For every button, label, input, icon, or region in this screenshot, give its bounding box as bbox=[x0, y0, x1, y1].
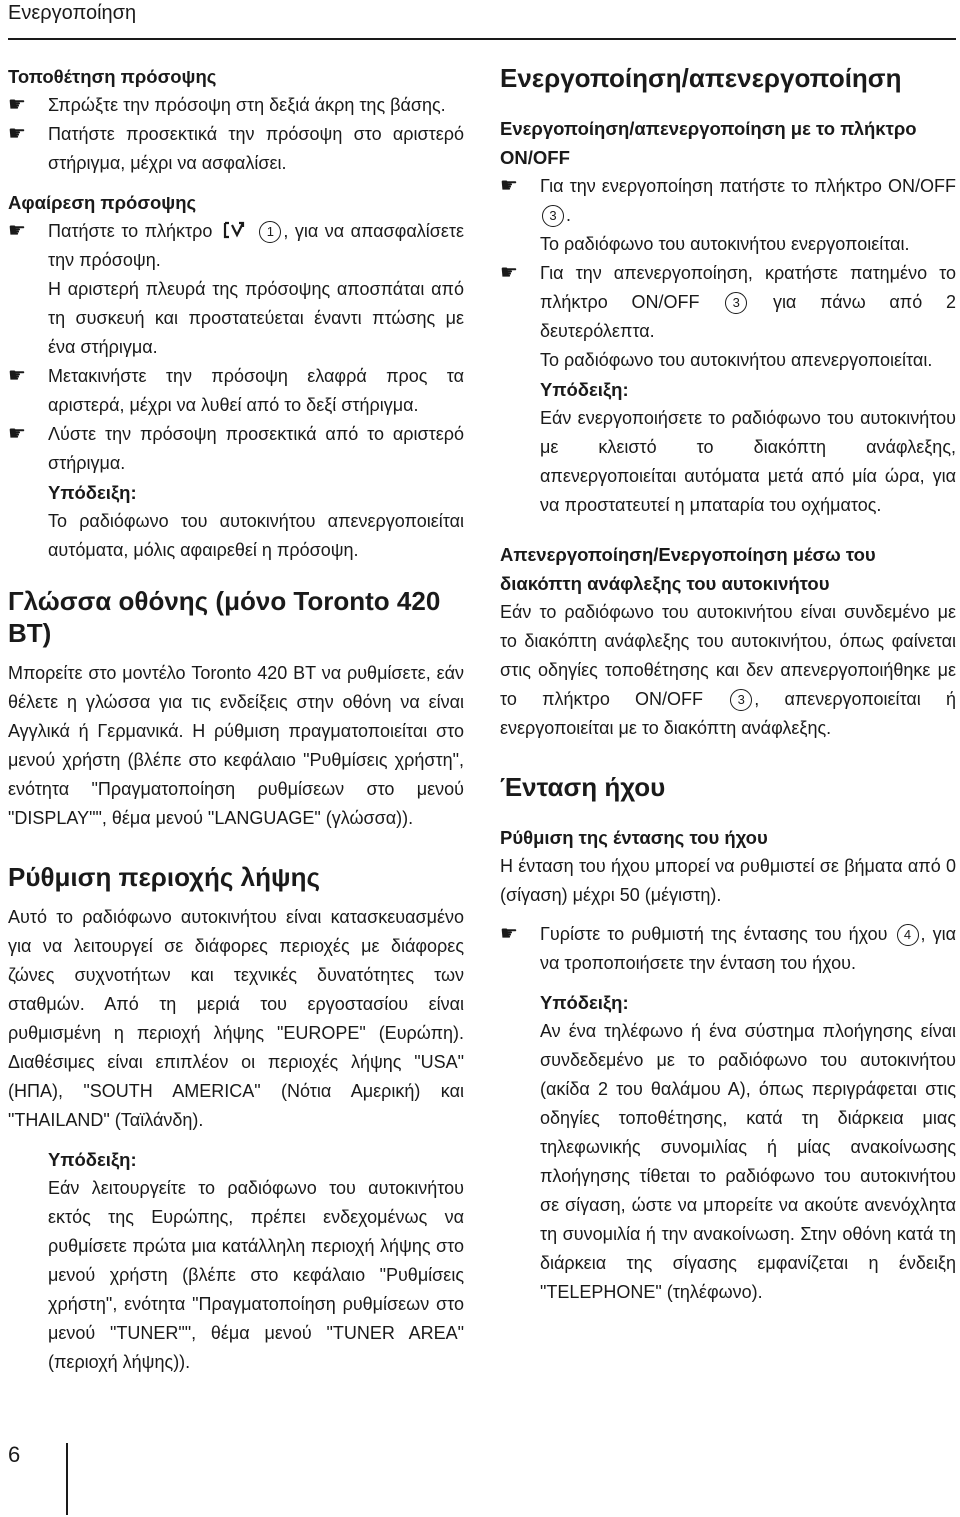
key-number-badge: 4 bbox=[897, 924, 919, 946]
bullet-text-pre: Για την ενεργοποίηση πατήστε το πλήκτρο ON/OFF bbox=[540, 176, 956, 196]
bullet-note: Η αριστερή πλευρά της πρόσοψης αποσπάται από τη συσκευή και προστατεύεται έναντι πτώσης με ένα στήριγμα. bbox=[48, 279, 464, 357]
page-header-title: Ενεργοποίηση bbox=[8, 2, 137, 24]
pointing-hand-icon: ☛ bbox=[500, 923, 518, 945]
bullet-text-post: για πάνω από 2 δευτερόλεπτα. bbox=[540, 292, 956, 341]
volume-text: Η ένταση του ήχου μπορεί να ρυθμιστεί σε βήματα από 0 (σίγαση) μέχρι 50 (μέγιστη). bbox=[500, 856, 956, 905]
hint-text: Εάν λειτουργείτε το ραδιόφωνο του αυτοκινήτου εκτός της Ευρώπης, πρέπει ενδεχομένως να ρυθμίσετε πρώτα μια κατάλληλη περιοχή λήψης στο μενού χρήστη (βλέπε στο κεφάλαιο "Ρυθμίσεις χρήστη", ενότητα "Πραγματοποίηση ρυθμίσεων στο μενού "TUNER"", θέμα μενού "TUNER AREA" (περιοχή λήψης)). bbox=[48, 1178, 464, 1372]
list-item bbox=[500, 920, 956, 978]
bullet-text-post: . bbox=[566, 205, 572, 225]
key-number-badge: 3 bbox=[542, 205, 564, 227]
bullet-text: Σπρώξτε την πρόσοψη στη δεξιά άκρη της βάσης. bbox=[48, 95, 446, 115]
list-item bbox=[500, 259, 956, 346]
bullet-text-pre: Για την απενεργοποίηση, κρατήστε πατημένο το πλήκτρο ON/OFF bbox=[540, 263, 956, 312]
bullet-text-pre: Πατήστε το πλήκτρο bbox=[48, 221, 213, 241]
bullet-text-post: , για να τροποποιήσετε την ένταση του ήχου. bbox=[540, 924, 956, 973]
pointing-hand-icon: ☛ bbox=[500, 262, 518, 284]
bullet-text bbox=[540, 259, 956, 346]
hint-label: Υπόδειξη: bbox=[48, 1149, 137, 1170]
hint-text: Αν ένα τηλέφωνο ή ένα σύστημα πλοήγησης είναι συνδεδεμένο με το ραδιόφωνο του αυτοκινήτου (ακίδα 2 του θαλάμου Α), όπως περιγράφεται στις οδηγίες τοποθέτησης, κατά τη διάρκεια μιας τηλεφωνικής συνομιλίας ή μίας ανακοίνωσης πλοήγησης τίθεται το ραδιόφωνο του αυτοκινήτου σε σίγαση, ώστε να μπορείτε να ακούτε ανενόχλητα τη συνομιλία ή την ανακοίνωση. Στην οθόνη κατά τη διάρκεια της σίγασης εμφανίζεται η ένδειξη "TELEPHONE" (τηλέφωνο). bbox=[540, 1021, 956, 1302]
bullet-note: Το ραδιόφωνο του αυτοκινήτου απενεργοποιείται. bbox=[540, 350, 933, 370]
bullet-text: Μετακινήστε την πρόσοψη ελαφρά προς τα αριστερά, μέχρι να λυθεί από το δεξί στήριγμα. bbox=[48, 366, 464, 415]
volume-heading: Ένταση ήχου bbox=[500, 772, 666, 802]
remove-heading: Αφαίρεση πρόσοψης bbox=[8, 192, 197, 213]
pointing-hand-icon: ☛ bbox=[8, 365, 26, 387]
list-item bbox=[8, 362, 464, 420]
right-column bbox=[500, 62, 956, 1307]
bullet-text-post: , για να απασφαλίσετε την πρόσοψη. bbox=[48, 221, 464, 270]
pointing-hand-icon: ☛ bbox=[8, 94, 26, 116]
bullet-text bbox=[540, 920, 956, 978]
page-number-rule bbox=[66, 1443, 68, 1515]
ignition-text bbox=[500, 598, 956, 743]
language-text: Μπορείτε στο μοντέλο Toronto 420 BT να ρυθμίσετε, εάν θέλετε η γλώσσα για τις ενδείξεις στην οθόνη να είναι Αγγλικά ή Γερμανικά. Η ρύθμιση πραγματοποιείται στο μενού χρήστη (βλέπε στο κεφάλαιο "Ρυθμίσεις χρήστη", ενότητα "Πραγματοποίηση ρυθμίσεων στο μενού "DISPLAY"", θέμα μενού "LANGUAGE" (γλώσσα)). bbox=[8, 663, 464, 828]
mount-heading: Τοποθέτηση πρόσοψης bbox=[8, 66, 217, 87]
region-heading: Ρύθμιση περιοχής λήψης bbox=[8, 862, 320, 892]
power-subheading-ignition: Απενεργοποίηση/Ενεργοποίηση μέσω του διακόπτη ανάφλεξης του αυτοκινήτου bbox=[500, 544, 876, 594]
bullet-text bbox=[540, 172, 956, 230]
ignition-text-post: , απενεργοποιείται ή ενεργοποιείται με το διακόπτη ανάφλεξης. bbox=[500, 689, 956, 738]
pointing-hand-icon: ☛ bbox=[8, 423, 26, 445]
list-item bbox=[8, 91, 464, 120]
bullet-text bbox=[48, 217, 464, 275]
bullet-text: Λύστε την πρόσοψη προσεκτικά από το αριστερό στήριγμα. bbox=[48, 424, 464, 473]
bullet-text-pre: Γυρίστε το ρυθμιστή της έντασης του ήχου bbox=[540, 924, 888, 944]
hint-label: Υπόδειξη: bbox=[540, 379, 629, 400]
key-number-badge: 1 bbox=[259, 221, 281, 243]
list-item bbox=[500, 172, 956, 230]
list-item bbox=[8, 217, 464, 275]
key-number-badge: 3 bbox=[730, 689, 752, 711]
page-number: 6 bbox=[8, 1442, 21, 1467]
pointing-hand-icon: ☛ bbox=[8, 123, 26, 145]
region-text: Αυτό το ραδιόφωνο αυτοκινήτου είναι κατασκευασμένο για να λειτουργεί σε διάφορες περιοχές με διάφορες ζώνες συχνοτήτων και τεχνικές δυνατότητες των σταθμών. Από τη μεριά του εργοστασίου είναι ρυθμισμένη η περιοχή λήψης "EUROPE" (Ευρώπη). Διαθέσιμες είναι επιπλέον οι περιοχές λήψης "USA" (ΗΠΑ), "SOUTH AMERICA" (Νότια Αμερική) και "THAILAND" (Ταϊλάνδη). bbox=[8, 907, 464, 1130]
hint-text: Εάν ενεργοποιήσετε το ραδιόφωνο του αυτοκινήτου με κλειστό το διακόπτη ανάφλεξης, απενεργοποιείται αυτόματα μετά από μία ώρα, για να προστατευτεί η μπαταρία του οχήματος. bbox=[540, 408, 956, 515]
bullet-note: Το ραδιόφωνο του αυτοκινήτου ενεργοποιείται. bbox=[540, 234, 910, 254]
ignition-text-pre: Εάν το ραδιόφωνο του αυτοκινήτου είναι συνδεμένο με το διακόπτη ανάφλεξης του αυτοκινήτου, όπως φαίνεται στις οδηγίες τοποθέτησης και δεν απενεργοποιήθηκε με το πλήκτρο ON/OFF bbox=[500, 602, 956, 709]
hint-text: Το ραδιόφωνο του αυτοκινήτου απενεργοποιείται αυτόματα, μόλις αφαιρεθεί η πρόσοψη. bbox=[48, 511, 464, 560]
hint-label: Υπόδειξη: bbox=[48, 482, 137, 503]
hint-label: Υπόδειξη: bbox=[540, 992, 629, 1013]
language-heading: Γλώσσα οθόνης (μόνο Toronto 420 BT) bbox=[8, 586, 441, 648]
pointing-hand-icon: ☛ bbox=[500, 175, 518, 197]
pointing-hand-icon: ☛ bbox=[8, 220, 26, 242]
list-item bbox=[8, 120, 464, 178]
bullet-text: Πατήστε προσεκτικά την πρόσοψη στο αριστερό στήριγμα, μέχρι να ασφαλίσει. bbox=[48, 124, 464, 173]
power-heading: Ενεργοποίηση/απενεργοποίηση bbox=[500, 63, 902, 93]
list-item bbox=[8, 420, 464, 478]
key-number-badge: 3 bbox=[725, 292, 747, 314]
volume-subheading: Ρύθμιση της έντασης του ήχου bbox=[500, 827, 768, 848]
header-rule bbox=[8, 38, 956, 40]
left-column bbox=[8, 62, 464, 1377]
release-faceplate-key-icon bbox=[222, 220, 248, 240]
power-subheading-key: Ενεργοποίηση/απενεργοποίηση με το πλήκτρο ON/OFF bbox=[500, 118, 917, 168]
